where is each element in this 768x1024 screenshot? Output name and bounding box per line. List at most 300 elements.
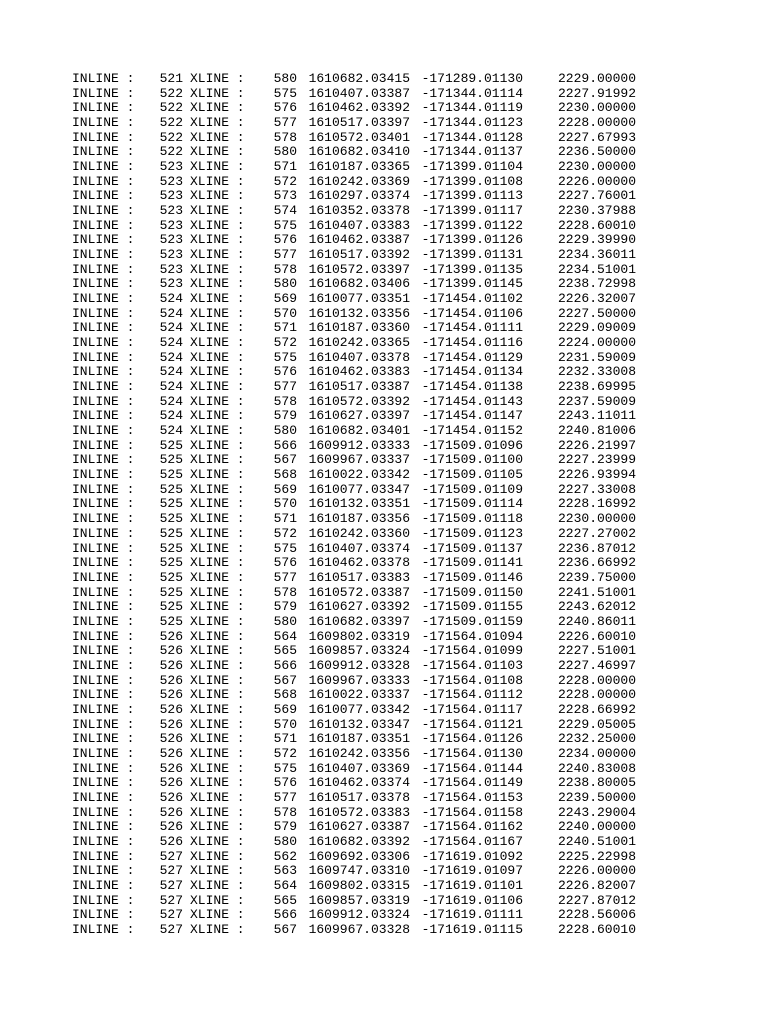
xline-label: XLINE : bbox=[190, 613, 245, 629]
inline-value: 526 bbox=[159, 701, 183, 717]
x-coordinate: 1610187.03356 bbox=[308, 511, 410, 527]
y-coordinate: -171564.01167 bbox=[421, 833, 523, 849]
data-row bbox=[0, 747, 768, 762]
data-row bbox=[0, 321, 768, 336]
z-value: 2228.60010 bbox=[557, 217, 636, 233]
data-row bbox=[0, 116, 768, 131]
data-row bbox=[0, 483, 768, 498]
xline-label: XLINE : bbox=[190, 657, 245, 673]
x-coordinate: 1610407.03387 bbox=[308, 85, 410, 101]
y-coordinate: -171509.01150 bbox=[421, 584, 523, 600]
inline-value: 522 bbox=[159, 129, 183, 145]
z-value: 2236.87012 bbox=[557, 540, 636, 556]
y-coordinate: -171509.01109 bbox=[421, 481, 523, 497]
xline-label: XLINE : bbox=[190, 921, 245, 937]
inline-label: INLINE : bbox=[72, 305, 135, 321]
data-row bbox=[0, 336, 768, 351]
inline-label: INLINE : bbox=[72, 496, 135, 512]
y-coordinate: -171454.01138 bbox=[421, 379, 523, 395]
xline-value: 567 bbox=[273, 452, 297, 468]
xline-value: 578 bbox=[273, 129, 297, 145]
z-value: 2227.87012 bbox=[557, 892, 636, 908]
xline-label: XLINE : bbox=[190, 511, 245, 527]
xline-value: 571 bbox=[273, 511, 297, 527]
data-row bbox=[0, 233, 768, 248]
z-value: 2240.00000 bbox=[557, 819, 636, 835]
inline-label: INLINE : bbox=[72, 643, 135, 659]
z-value: 2232.25000 bbox=[557, 731, 636, 747]
x-coordinate: 1610077.03351 bbox=[308, 291, 410, 307]
z-value: 2227.50000 bbox=[557, 305, 636, 321]
xline-value: 576 bbox=[273, 555, 297, 571]
inline-label: INLINE : bbox=[72, 261, 135, 277]
y-coordinate: -171344.01119 bbox=[421, 100, 523, 116]
data-row bbox=[0, 762, 768, 777]
data-row bbox=[0, 380, 768, 395]
x-coordinate: 1610572.03401 bbox=[308, 129, 410, 145]
inline-value: 525 bbox=[159, 511, 183, 527]
x-coordinate: 1610242.03365 bbox=[308, 335, 410, 351]
xline-value: 571 bbox=[273, 320, 297, 336]
inline-label: INLINE : bbox=[72, 511, 135, 527]
xline-value: 566 bbox=[273, 907, 297, 923]
z-value: 2240.83008 bbox=[557, 760, 636, 776]
x-coordinate: 1609692.03306 bbox=[308, 848, 410, 864]
xline-value: 580 bbox=[273, 276, 297, 292]
x-coordinate: 1610132.03356 bbox=[308, 305, 410, 321]
xline-value: 566 bbox=[273, 437, 297, 453]
y-coordinate: -171564.01099 bbox=[421, 643, 523, 659]
xline-label: XLINE : bbox=[190, 789, 245, 805]
data-row bbox=[0, 365, 768, 380]
data-row bbox=[0, 791, 768, 806]
xline-value: 579 bbox=[273, 819, 297, 835]
y-coordinate: -171454.01134 bbox=[421, 364, 523, 380]
x-coordinate: 1609802.03319 bbox=[308, 628, 410, 644]
data-row bbox=[0, 615, 768, 630]
xline-value: 576 bbox=[273, 364, 297, 380]
z-value: 2228.56006 bbox=[557, 907, 636, 923]
x-coordinate: 1610187.03360 bbox=[308, 320, 410, 336]
y-coordinate: -171564.01112 bbox=[421, 687, 523, 703]
xline-label: XLINE : bbox=[190, 437, 245, 453]
inline-value: 524 bbox=[159, 408, 183, 424]
inline-value: 525 bbox=[159, 525, 183, 541]
y-coordinate: -171564.01103 bbox=[421, 657, 523, 673]
y-coordinate: -171454.01116 bbox=[421, 335, 523, 351]
y-coordinate: -171344.01114 bbox=[421, 85, 523, 101]
x-coordinate: 1609857.03324 bbox=[308, 643, 410, 659]
z-value: 2228.00000 bbox=[557, 672, 636, 688]
data-row bbox=[0, 72, 768, 87]
inline-label: INLINE : bbox=[72, 848, 135, 864]
x-coordinate: 1610682.03401 bbox=[308, 423, 410, 439]
xline-label: XLINE : bbox=[190, 379, 245, 395]
x-coordinate: 1609747.03310 bbox=[308, 863, 410, 879]
y-coordinate: -171399.01126 bbox=[421, 232, 523, 248]
xline-value: 563 bbox=[273, 863, 297, 879]
xline-value: 572 bbox=[273, 173, 297, 189]
inline-value: 526 bbox=[159, 657, 183, 673]
inline-value: 523 bbox=[159, 232, 183, 248]
xline-label: XLINE : bbox=[190, 261, 245, 277]
x-coordinate: 1609912.03328 bbox=[308, 657, 410, 673]
data-row bbox=[0, 718, 768, 733]
inline-label: INLINE : bbox=[72, 921, 135, 937]
y-coordinate: -171619.01092 bbox=[421, 848, 523, 864]
x-coordinate: 1610682.03410 bbox=[308, 144, 410, 160]
inline-label: INLINE : bbox=[72, 672, 135, 688]
z-value: 2243.62012 bbox=[557, 599, 636, 615]
xline-label: XLINE : bbox=[190, 628, 245, 644]
z-value: 2240.81006 bbox=[557, 423, 636, 439]
z-value: 2238.69995 bbox=[557, 379, 636, 395]
inline-label: INLINE : bbox=[72, 335, 135, 351]
z-value: 2228.00000 bbox=[557, 687, 636, 703]
z-value: 2227.67993 bbox=[557, 129, 636, 145]
x-coordinate: 1610462.03387 bbox=[308, 232, 410, 248]
inline-label: INLINE : bbox=[72, 789, 135, 805]
xline-value: 577 bbox=[273, 247, 297, 263]
y-coordinate: -171564.01117 bbox=[421, 701, 523, 717]
xline-label: XLINE : bbox=[190, 291, 245, 307]
data-row bbox=[0, 468, 768, 483]
inline-value: 526 bbox=[159, 760, 183, 776]
xline-value: 580 bbox=[273, 144, 297, 160]
xline-value: 564 bbox=[273, 877, 297, 893]
z-value: 2228.16992 bbox=[557, 496, 636, 512]
z-value: 2227.27002 bbox=[557, 525, 636, 541]
xline-label: XLINE : bbox=[190, 731, 245, 747]
xline-value: 575 bbox=[273, 85, 297, 101]
data-row bbox=[0, 688, 768, 703]
inline-label: INLINE : bbox=[72, 481, 135, 497]
x-coordinate: 1610462.03374 bbox=[308, 775, 410, 791]
y-coordinate: -171564.01144 bbox=[421, 760, 523, 776]
inline-label: INLINE : bbox=[72, 100, 135, 116]
inline-value: 523 bbox=[159, 247, 183, 263]
z-value: 2228.60010 bbox=[557, 921, 636, 937]
xline-value: 578 bbox=[273, 261, 297, 277]
inline-value: 523 bbox=[159, 173, 183, 189]
data-row bbox=[0, 659, 768, 674]
z-value: 2227.51001 bbox=[557, 643, 636, 659]
xline-label: XLINE : bbox=[190, 804, 245, 820]
xline-label: XLINE : bbox=[190, 247, 245, 263]
xline-value: 575 bbox=[273, 349, 297, 365]
xline-label: XLINE : bbox=[190, 745, 245, 761]
z-value: 2231.59009 bbox=[557, 349, 636, 365]
z-value: 2226.93994 bbox=[557, 467, 636, 483]
inline-value: 524 bbox=[159, 305, 183, 321]
xline-label: XLINE : bbox=[190, 599, 245, 615]
x-coordinate: 1610407.03374 bbox=[308, 540, 410, 556]
inline-value: 525 bbox=[159, 481, 183, 497]
inline-value: 526 bbox=[159, 745, 183, 761]
xline-label: XLINE : bbox=[190, 349, 245, 365]
data-row bbox=[0, 189, 768, 204]
y-coordinate: -171509.01155 bbox=[421, 599, 523, 615]
y-coordinate: -171399.01131 bbox=[421, 247, 523, 263]
x-coordinate: 1610572.03387 bbox=[308, 584, 410, 600]
y-coordinate: -171289.01130 bbox=[421, 71, 523, 86]
inline-value: 524 bbox=[159, 349, 183, 365]
z-value: 2234.36011 bbox=[557, 247, 636, 263]
inline-label: INLINE : bbox=[72, 716, 135, 732]
x-coordinate: 1610517.03383 bbox=[308, 569, 410, 585]
xline-label: XLINE : bbox=[190, 540, 245, 556]
y-coordinate: -171564.01162 bbox=[421, 819, 523, 835]
z-value: 2230.00000 bbox=[557, 159, 636, 175]
z-value: 2228.66992 bbox=[557, 701, 636, 717]
z-value: 2226.00000 bbox=[557, 173, 636, 189]
y-coordinate: -171399.01135 bbox=[421, 261, 523, 277]
xline-label: XLINE : bbox=[190, 716, 245, 732]
inline-value: 523 bbox=[159, 188, 183, 204]
z-value: 2240.51001 bbox=[557, 833, 636, 849]
xline-label: XLINE : bbox=[190, 129, 245, 145]
xline-label: XLINE : bbox=[190, 892, 245, 908]
x-coordinate: 1610517.03387 bbox=[308, 379, 410, 395]
y-coordinate: -171564.01126 bbox=[421, 731, 523, 747]
xline-label: XLINE : bbox=[190, 320, 245, 336]
z-value: 2240.86011 bbox=[557, 613, 636, 629]
xline-value: 570 bbox=[273, 716, 297, 732]
inline-label: INLINE : bbox=[72, 467, 135, 483]
data-row bbox=[0, 131, 768, 146]
xline-value: 564 bbox=[273, 628, 297, 644]
xline-value: 576 bbox=[273, 100, 297, 116]
z-value: 2225.22998 bbox=[557, 848, 636, 864]
z-value: 2232.33008 bbox=[557, 364, 636, 380]
inline-value: 524 bbox=[159, 393, 183, 409]
data-row bbox=[0, 277, 768, 292]
data-row bbox=[0, 87, 768, 102]
data-row bbox=[0, 409, 768, 424]
z-value: 2230.00000 bbox=[557, 511, 636, 527]
xline-label: XLINE : bbox=[190, 452, 245, 468]
x-coordinate: 1610187.03351 bbox=[308, 731, 410, 747]
z-value: 2226.32007 bbox=[557, 291, 636, 307]
data-row bbox=[0, 263, 768, 278]
inline-label: INLINE : bbox=[72, 687, 135, 703]
z-value: 2227.76001 bbox=[557, 188, 636, 204]
xline-label: XLINE : bbox=[190, 276, 245, 292]
x-coordinate: 1610462.03392 bbox=[308, 100, 410, 116]
xline-label: XLINE : bbox=[190, 687, 245, 703]
x-coordinate: 1610022.03342 bbox=[308, 467, 410, 483]
xline-label: XLINE : bbox=[190, 305, 245, 321]
inline-label: INLINE : bbox=[72, 291, 135, 307]
xline-value: 575 bbox=[273, 760, 297, 776]
z-value: 2228.00000 bbox=[557, 115, 636, 131]
inline-label: INLINE : bbox=[72, 276, 135, 292]
z-value: 2229.09009 bbox=[557, 320, 636, 336]
xline-label: XLINE : bbox=[190, 569, 245, 585]
inline-label: INLINE : bbox=[72, 85, 135, 101]
inline-label: INLINE : bbox=[72, 423, 135, 439]
z-value: 2226.60010 bbox=[557, 628, 636, 644]
inline-value: 526 bbox=[159, 833, 183, 849]
y-coordinate: -171619.01115 bbox=[421, 921, 523, 937]
data-listing bbox=[0, 72, 768, 938]
inline-label: INLINE : bbox=[72, 144, 135, 160]
xline-value: 579 bbox=[273, 599, 297, 615]
x-coordinate: 1609967.03328 bbox=[308, 921, 410, 937]
xline-value: 572 bbox=[273, 525, 297, 541]
xline-value: 578 bbox=[273, 584, 297, 600]
x-coordinate: 1609912.03333 bbox=[308, 437, 410, 453]
data-row bbox=[0, 674, 768, 689]
data-row bbox=[0, 556, 768, 571]
inline-label: INLINE : bbox=[72, 115, 135, 131]
inline-value: 524 bbox=[159, 364, 183, 380]
y-coordinate: -171509.01159 bbox=[421, 613, 523, 629]
xline-label: XLINE : bbox=[190, 115, 245, 131]
z-value: 2227.33008 bbox=[557, 481, 636, 497]
xline-label: XLINE : bbox=[190, 467, 245, 483]
x-coordinate: 1610572.03397 bbox=[308, 261, 410, 277]
inline-value: 525 bbox=[159, 496, 183, 512]
x-coordinate: 1609857.03319 bbox=[308, 892, 410, 908]
inline-value: 525 bbox=[159, 540, 183, 556]
inline-value: 526 bbox=[159, 628, 183, 644]
z-value: 2238.80005 bbox=[557, 775, 636, 791]
inline-label: INLINE : bbox=[72, 628, 135, 644]
inline-value: 523 bbox=[159, 261, 183, 277]
inline-value: 526 bbox=[159, 775, 183, 791]
xline-value: 570 bbox=[273, 305, 297, 321]
y-coordinate: -171509.01141 bbox=[421, 555, 523, 571]
y-coordinate: -171509.01114 bbox=[421, 496, 523, 512]
xline-value: 569 bbox=[273, 481, 297, 497]
inline-label: INLINE : bbox=[72, 877, 135, 893]
xline-label: XLINE : bbox=[190, 877, 245, 893]
z-value: 2226.00000 bbox=[557, 863, 636, 879]
x-coordinate: 1610462.03383 bbox=[308, 364, 410, 380]
xline-value: 562 bbox=[273, 848, 297, 864]
z-value: 2230.37988 bbox=[557, 203, 636, 219]
inline-value: 523 bbox=[159, 217, 183, 233]
data-row bbox=[0, 292, 768, 307]
inline-value: 524 bbox=[159, 379, 183, 395]
xline-label: XLINE : bbox=[190, 775, 245, 791]
xline-label: XLINE : bbox=[190, 203, 245, 219]
x-coordinate: 1610407.03369 bbox=[308, 760, 410, 776]
data-row bbox=[0, 835, 768, 850]
inline-label: INLINE : bbox=[72, 349, 135, 365]
inline-label: INLINE : bbox=[72, 760, 135, 776]
inline-value: 522 bbox=[159, 100, 183, 116]
y-coordinate: -171619.01101 bbox=[421, 877, 523, 893]
xline-value: 569 bbox=[273, 701, 297, 717]
xline-value: 580 bbox=[273, 833, 297, 849]
xline-value: 566 bbox=[273, 657, 297, 673]
y-coordinate: -171454.01143 bbox=[421, 393, 523, 409]
data-row bbox=[0, 351, 768, 366]
inline-label: INLINE : bbox=[72, 863, 135, 879]
x-coordinate: 1610352.03378 bbox=[308, 203, 410, 219]
x-coordinate: 1609967.03337 bbox=[308, 452, 410, 468]
xline-value: 577 bbox=[273, 569, 297, 585]
xline-value: 576 bbox=[273, 775, 297, 791]
x-coordinate: 1610242.03369 bbox=[308, 173, 410, 189]
data-row bbox=[0, 732, 768, 747]
xline-value: 571 bbox=[273, 159, 297, 175]
y-coordinate: -171509.01100 bbox=[421, 452, 523, 468]
xline-value: 580 bbox=[273, 423, 297, 439]
xline-value: 568 bbox=[273, 467, 297, 483]
z-value: 2236.50000 bbox=[557, 144, 636, 160]
xline-value: 577 bbox=[273, 379, 297, 395]
data-row bbox=[0, 175, 768, 190]
data-row bbox=[0, 542, 768, 557]
xline-label: XLINE : bbox=[190, 364, 245, 380]
inline-value: 526 bbox=[159, 789, 183, 805]
y-coordinate: -171454.01129 bbox=[421, 349, 523, 365]
x-coordinate: 1610187.03365 bbox=[308, 159, 410, 175]
data-row bbox=[0, 453, 768, 468]
inline-label: INLINE : bbox=[72, 819, 135, 835]
z-value: 2229.05005 bbox=[557, 716, 636, 732]
data-row bbox=[0, 586, 768, 601]
inline-label: INLINE : bbox=[72, 129, 135, 145]
xline-label: XLINE : bbox=[190, 423, 245, 439]
inline-label: INLINE : bbox=[72, 540, 135, 556]
inline-label: INLINE : bbox=[72, 159, 135, 175]
inline-value: 524 bbox=[159, 291, 183, 307]
xline-value: 576 bbox=[273, 232, 297, 248]
xline-label: XLINE : bbox=[190, 144, 245, 160]
inline-label: INLINE : bbox=[72, 745, 135, 761]
x-coordinate: 1610407.03383 bbox=[308, 217, 410, 233]
xline-value: 565 bbox=[273, 643, 297, 659]
xline-label: XLINE : bbox=[190, 481, 245, 497]
x-coordinate: 1610517.03397 bbox=[308, 115, 410, 131]
data-row bbox=[0, 395, 768, 410]
data-row bbox=[0, 512, 768, 527]
xline-value: 575 bbox=[273, 540, 297, 556]
xline-label: XLINE : bbox=[190, 100, 245, 116]
x-coordinate: 1610627.03392 bbox=[308, 599, 410, 615]
xline-value: 569 bbox=[273, 291, 297, 307]
y-coordinate: -171454.01106 bbox=[421, 305, 523, 321]
inline-label: INLINE : bbox=[72, 907, 135, 923]
inline-label: INLINE : bbox=[72, 452, 135, 468]
inline-value: 524 bbox=[159, 423, 183, 439]
xline-label: XLINE : bbox=[190, 188, 245, 204]
y-coordinate: -171454.01102 bbox=[421, 291, 523, 307]
y-coordinate: -171509.01137 bbox=[421, 540, 523, 556]
y-coordinate: -171564.01153 bbox=[421, 789, 523, 805]
y-coordinate: -171564.01149 bbox=[421, 775, 523, 791]
z-value: 2226.82007 bbox=[557, 877, 636, 893]
z-value: 2229.39990 bbox=[557, 232, 636, 248]
inline-label: INLINE : bbox=[72, 188, 135, 204]
y-coordinate: -171344.01123 bbox=[421, 115, 523, 131]
y-coordinate: -171399.01145 bbox=[421, 276, 523, 292]
data-row bbox=[0, 219, 768, 234]
xline-label: XLINE : bbox=[190, 217, 245, 233]
xline-label: XLINE : bbox=[190, 848, 245, 864]
z-value: 2243.29004 bbox=[557, 804, 636, 820]
xline-value: 568 bbox=[273, 687, 297, 703]
xline-label: XLINE : bbox=[190, 907, 245, 923]
inline-label: INLINE : bbox=[72, 71, 135, 86]
xline-label: XLINE : bbox=[190, 672, 245, 688]
y-coordinate: -171564.01121 bbox=[421, 716, 523, 732]
inline-value: 525 bbox=[159, 555, 183, 571]
